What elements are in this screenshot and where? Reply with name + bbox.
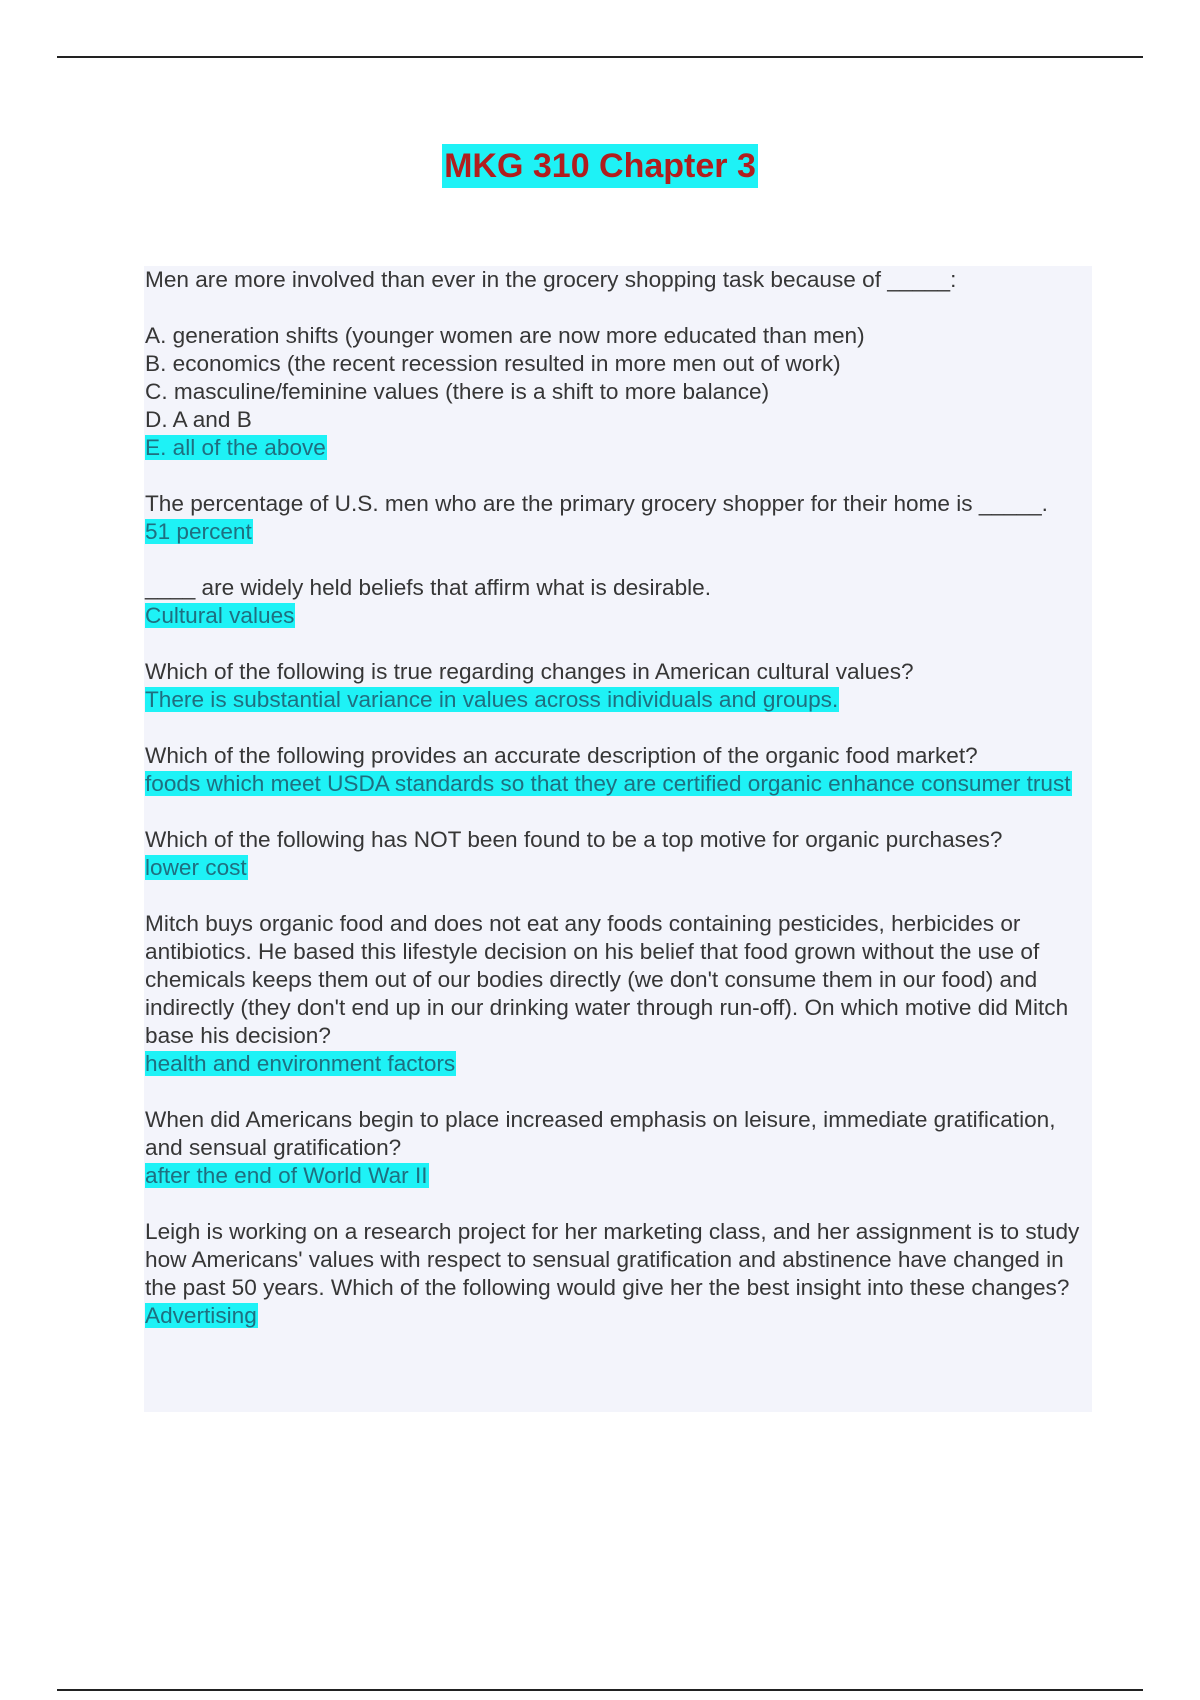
question-text: Which of the following has NOT been found to be a top motive for organic purchases?	[145, 827, 1003, 852]
qa-item	[145, 742, 1085, 798]
answer-highlight: lower cost	[145, 855, 247, 880]
question-text: When did Americans begin to place increased emphasis on leisure, immediate gratification, and sensual gratification?	[145, 1107, 1056, 1160]
qa-item	[145, 1218, 1085, 1330]
answer-highlight: after the end of World War II	[145, 1163, 428, 1188]
answer-highlight: E. all of the above	[145, 435, 326, 460]
qa-item	[145, 266, 1085, 462]
question-text: ____ are widely held beliefs that affirm what is desirable.	[145, 575, 711, 600]
question-text: Which of the following provides an accurate description of the organic food market?	[145, 743, 978, 768]
option-c: C. masculine/feminine values (there is a shift to more balance)	[145, 379, 770, 404]
option-b: B. economics (the recent recession resulted in more men out of work)	[145, 351, 841, 376]
header-rule	[57, 56, 1143, 58]
option-d: D. A and B	[145, 407, 252, 432]
qa-item	[145, 490, 1085, 546]
answer-highlight: Cultural values	[145, 603, 295, 628]
qa-item	[145, 826, 1085, 882]
question-text: The percentage of U.S. men who are the primary grocery shopper for their home is _____.	[145, 491, 1048, 516]
qa-item	[145, 1106, 1085, 1190]
qa-list	[145, 266, 1085, 1330]
footer-rule	[57, 1689, 1143, 1691]
question-text: Men are more involved than ever in the grocery shopping task because of _____:	[145, 267, 957, 292]
answer-highlight: health and environment factors	[145, 1051, 456, 1076]
title-container	[0, 144, 1200, 188]
document-title: MKG 310 Chapter 3	[442, 144, 758, 188]
question-text: Which of the following is true regarding changes in American cultural values?	[145, 659, 914, 684]
option-a: A. generation shifts (younger women are now more educated than men)	[145, 323, 865, 348]
answer-highlight: foods which meet USDA standards so that they are certified organic enhance consumer trust	[145, 771, 1071, 796]
question-text: Mitch buys organic food and does not eat any foods containing pesticides, herbicides or antibiotics. He based this lifestyle decision on his belief that food grown without the use of chemicals keeps them out of our bodies directly (we don't consume them in our food) and indirectly (they don't end up in our drinking water through run-off). On which motive did Mitch base his decision?	[145, 911, 1069, 1048]
answer-highlight: 51 percent	[145, 519, 252, 544]
qa-item	[145, 574, 1085, 630]
question-text: Leigh is working on a research project for her marketing class, and her assignment is to study how Americans' values with respect to sensual gratification and abstinence have changed in the past 50 years. Which of the following would give her the best insight into these changes?	[145, 1219, 1080, 1300]
answer-highlight: There is substantial variance in values across individuals and groups.	[145, 687, 839, 712]
answer-highlight: Advertising	[145, 1303, 257, 1328]
qa-item	[145, 910, 1085, 1078]
qa-item	[145, 658, 1085, 714]
